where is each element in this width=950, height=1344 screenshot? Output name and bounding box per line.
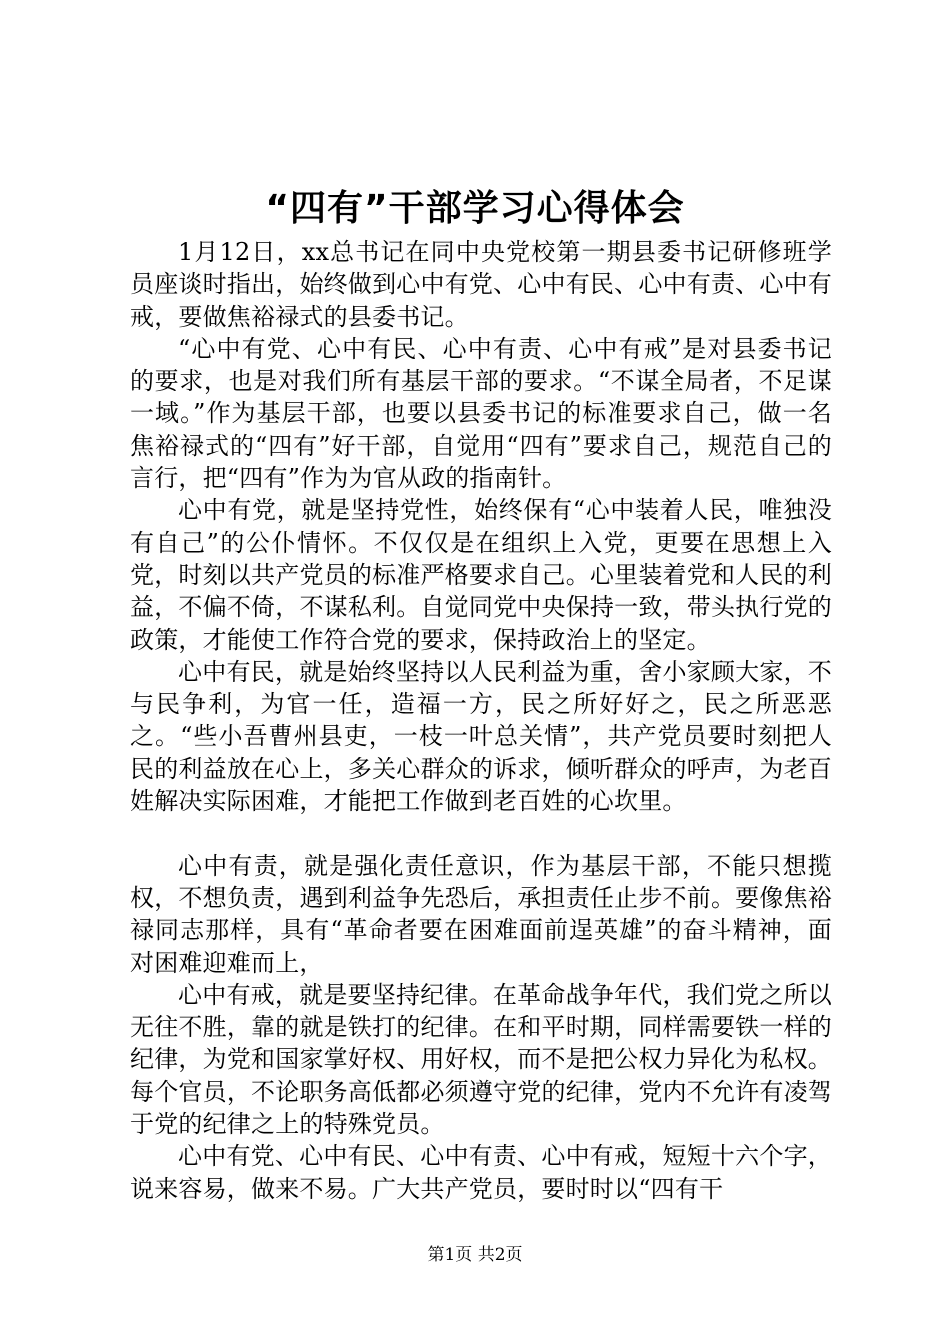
- paragraph-7: 心中有党、心中有民、心中有责、心中有戒，短短十六个字，说来容易，做来不易。广大共产党员，要时时以“四有干: [130, 1142, 832, 1203]
- paragraph-6: 心中有戒，就是要坚持纪律。在革命战争年代，我们党之所以无往不胜，靠的就是铁打的纪律。在和平时期，同样需要铁一样的纪律，为党和国家掌好权、用好权，而不是把公权力异化为私权。每个官员，不论职务高低都必须遵守党的纪律，党内不允许有凌驾于党的纪律之上的特殊党员。: [130, 980, 832, 1139]
- paragraph-1: 1月12日，xx总书记在同中央党校第一期县委书记研修班学员座谈时指出，始终做到心中有党、心中有民、心中有责、心中有戒，要做焦裕禄式的县委书记。: [130, 238, 832, 331]
- document-body: [130, 236, 832, 1205]
- blank-line: [130, 817, 832, 849]
- document-title: “四有”干部学习心得体会: [265, 188, 685, 229]
- paragraph-2: “心中有党、心中有民、心中有责、心中有戒”是对县委书记的要求，也是对我们所有基层干部的要求。“不谋全局者，不足谋一域。”作为基层干部，也要以县委书记的标准要求自己，做一名焦裕禄式的“四有”好干部，自觉用“四有”要求自己，规范自己的言行，把“四有”作为为官从政的指南针。: [130, 334, 832, 493]
- paragraph-5: 心中有责，就是强化责任意识，作为基层干部，不能只想揽权，不想负责，遇到利益争先恐后，承担责任止步不前。要像焦裕禄同志那样，具有“革命者要在困难面前逞英雄”的奋斗精神，面对困难迎难而上，: [130, 851, 832, 977]
- page-footer: 第1页 共2页: [427, 1245, 523, 1265]
- paragraph-4: 心中有民，就是始终坚持以人民利益为重，舍小家顾大家，不与民争利，为官一任，造福一方，民之所好好之，民之所恶恶之。“些小吾曹州县吏，一枝一叶总关情”，共产党员要时刻把人民的利益放在心上，多关心群众的诉求，倾听群众的呼声，为老百姓解决实际困难，才能把工作做到老百姓的心坎里。: [130, 657, 832, 816]
- paragraph-3: 心中有党，就是坚持党性，始终保有“心中装着人民，唯独没有自己”的公仆情怀。不仅仅是在组织上入党，更要在思想上入党，时刻以共产党员的标准严格要求自己。心里装着党和人民的利益，不偏不倚，不谋私利。自觉同党中央保持一致，带头执行党的政策，才能使工作符合党的要求，保持政治上的坚定。: [130, 496, 832, 654]
